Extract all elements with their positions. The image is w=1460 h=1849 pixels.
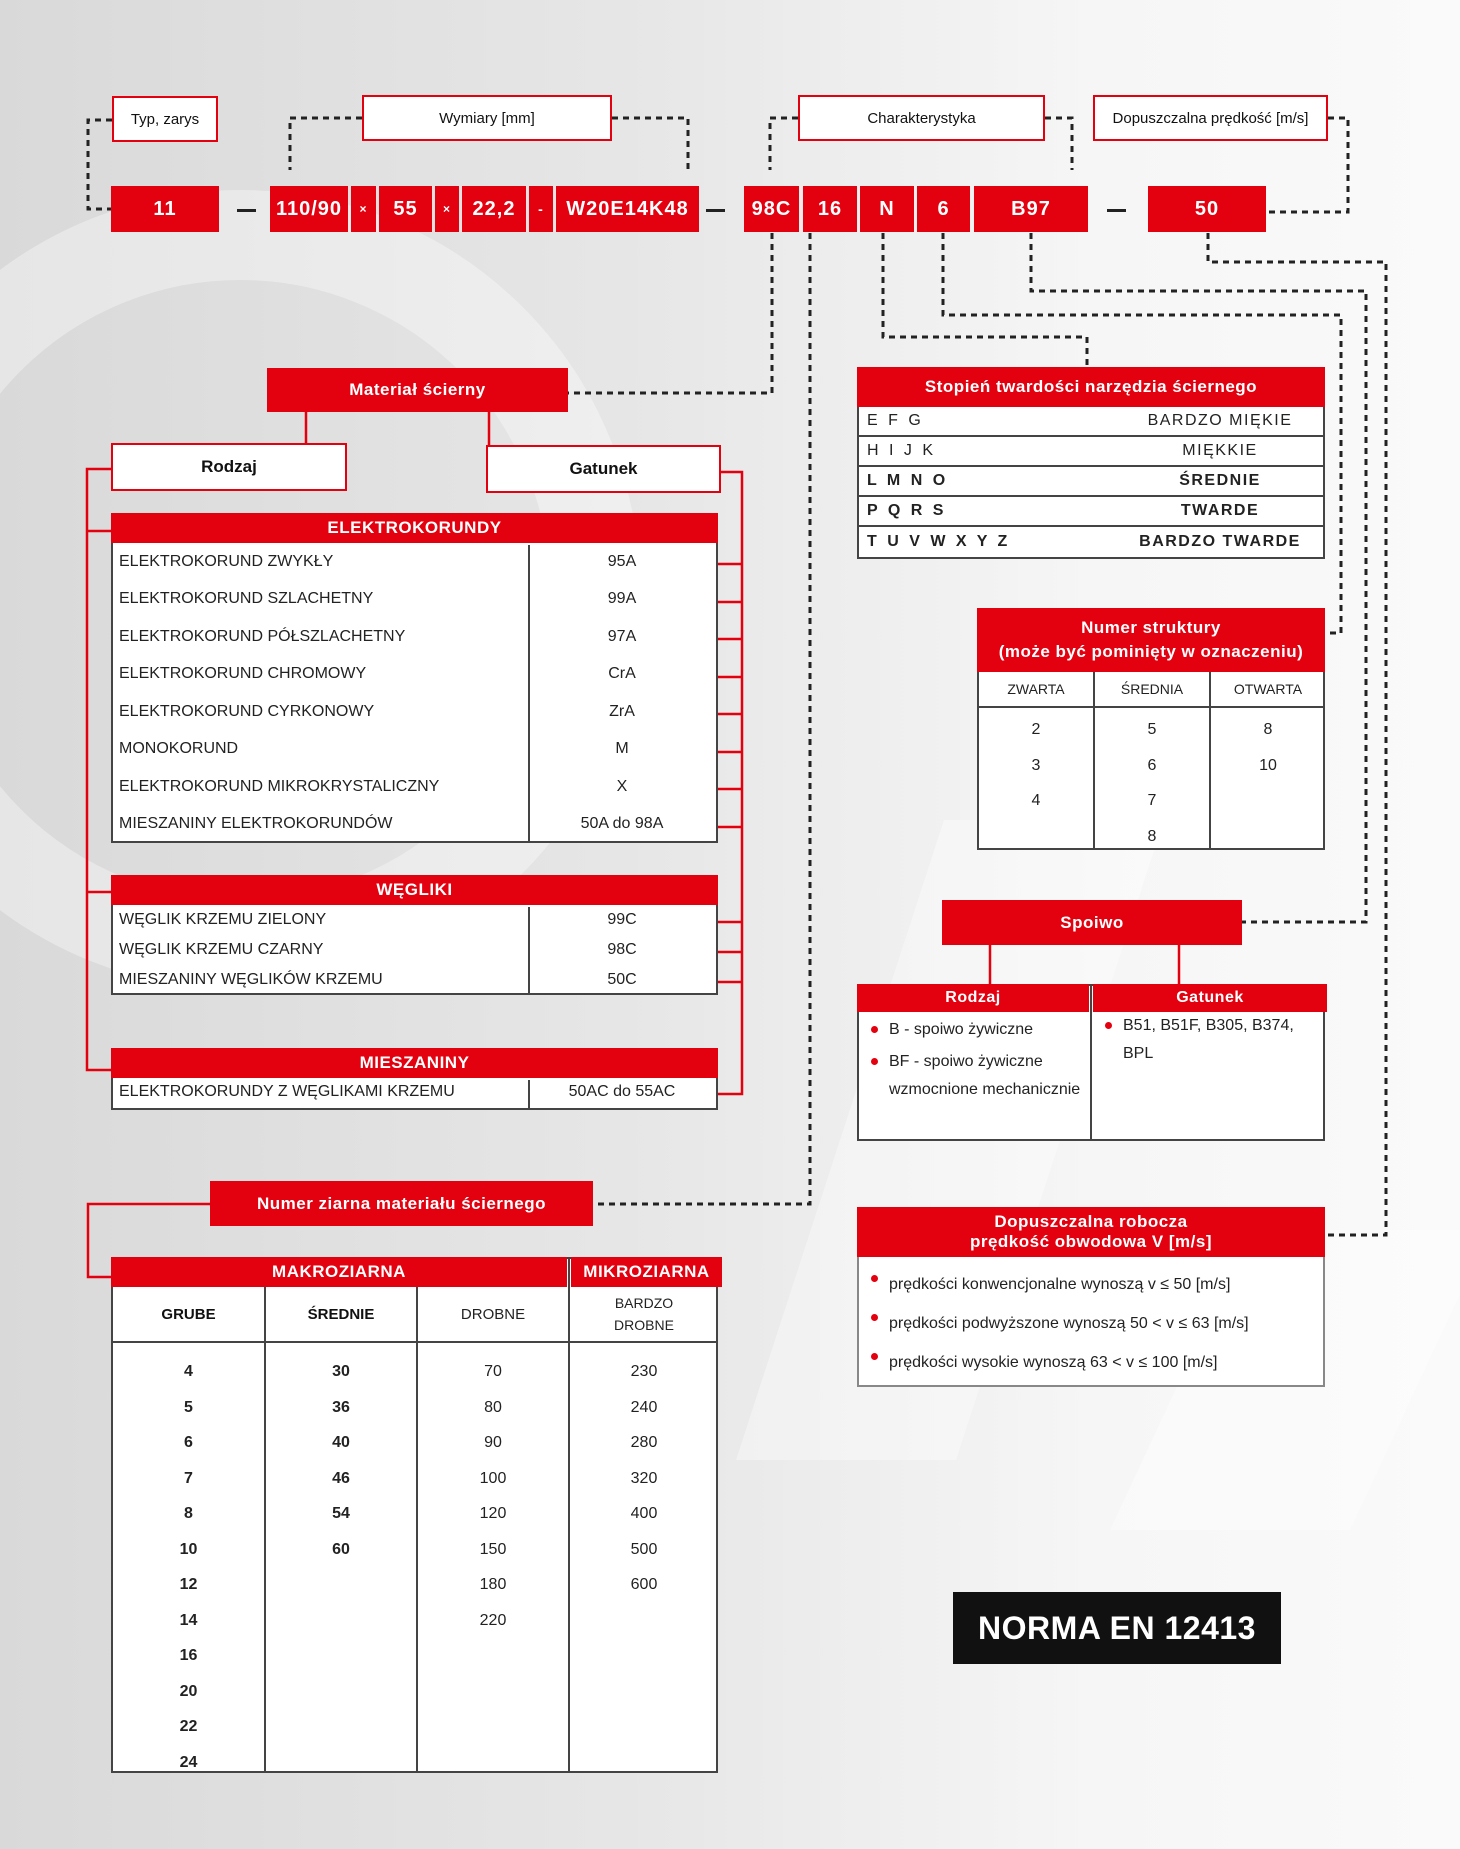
grain-col-drobne: [418, 1354, 568, 1638]
grain-col-srednie: [266, 1354, 416, 1567]
label-type-text: Typ, zarys: [130, 110, 200, 128]
table-row: [113, 806, 716, 844]
label-type: [112, 96, 218, 142]
structure-value: 10: [1259, 756, 1277, 774]
row-name: ELEKTROKORUND CYRKONOWY: [119, 702, 375, 720]
bond-kind-label: Rodzaj: [857, 984, 1089, 1012]
structure-title: Numer struktury: [1081, 618, 1221, 638]
code-hardness: N: [860, 186, 914, 232]
table-row: [113, 1078, 716, 1106]
bond-grade-label: Gatunek: [1093, 984, 1327, 1012]
label-dimensions: [362, 95, 612, 141]
row-name: ELEKTROKORUND CHROMOWY: [119, 665, 367, 683]
code-bond: B97: [974, 186, 1088, 232]
table-row: [113, 656, 716, 694]
code-wdim: W20E14K48: [556, 186, 699, 232]
code-speed: 50: [1148, 186, 1266, 232]
hardness-label: BARDZO TWARDE: [1139, 533, 1301, 550]
structure-col-header: ŚREDNIA: [1120, 681, 1184, 697]
row-name: ELEKTROKORUND ZWYKŁY: [119, 552, 334, 570]
grain-value: 320: [630, 1469, 658, 1487]
grain-value: 14: [179, 1611, 198, 1629]
grain-col-grube: [113, 1354, 264, 1780]
norm-badge: NORMA EN 12413: [953, 1592, 1281, 1664]
grain-col-header: DROBNE: [460, 1305, 526, 1323]
row-code: X: [616, 777, 628, 795]
bond-kind-item: BF - spoiwo żywiczne wzmocnione mechanicznie: [859, 1048, 1085, 1104]
hardness-letters: P Q R S: [867, 502, 947, 519]
group-elektrokorundy: [111, 513, 718, 843]
structure-value: 8: [1147, 827, 1157, 845]
speed-title: Dopuszczalna robocza: [994, 1211, 1188, 1231]
speed-items: [859, 1257, 1323, 1382]
code-grain: 16: [803, 186, 857, 232]
grain-value: 20: [179, 1682, 198, 1700]
structure-value: 3: [1031, 756, 1041, 774]
speed-item: prędkości podwyższone wynoszą 50 < v ≤ 63 [m/s]: [859, 1304, 1323, 1343]
speed-item: prędkości konwencjonalne wynoszą v ≤ 50 [m/s]: [859, 1265, 1323, 1304]
bond-table: [857, 984, 1325, 1141]
grain-col-header-line: BARDZO: [614, 1294, 674, 1311]
grain-value: 22: [179, 1718, 198, 1735]
abrasive-kind-label: Rodzaj: [111, 443, 347, 491]
code-times: ×: [351, 186, 376, 232]
code-bore: 22,2: [462, 186, 526, 232]
bond-kind-item: B - spoiwo żywiczne: [859, 1016, 1085, 1044]
header-divider: [113, 1341, 716, 1343]
row-code: 50A do 98A: [580, 815, 664, 833]
table-row: [113, 618, 716, 656]
grain-value: 500: [630, 1540, 658, 1558]
speed-item: prędkości wysokie wynoszą 63 < v ≤ 100 [m/s]: [859, 1343, 1323, 1382]
grain-value: 240: [630, 1398, 658, 1416]
grain-value: 6: [184, 1434, 193, 1451]
hardness-row: [859, 437, 1323, 467]
grain-value: 16: [179, 1647, 198, 1664]
grain-value: 80: [484, 1398, 502, 1416]
column-divider: [528, 1080, 530, 1108]
code-hyphen: -: [529, 186, 553, 232]
table-row: [113, 581, 716, 619]
grain-value: 7: [184, 1469, 193, 1487]
row-name: ELEKTROKORUND PÓŁSZLACHETNY: [119, 627, 406, 645]
code-thickness: 55: [379, 186, 432, 232]
row-name: WĘGLIK KRZEMU ZIELONY: [119, 911, 327, 928]
code-times: ×: [435, 186, 459, 232]
row-code: CrA: [608, 665, 636, 683]
grain-value: 120: [479, 1505, 507, 1522]
grain-value: 4: [184, 1363, 193, 1380]
row-code: 50C: [607, 971, 637, 988]
hardness-row: [859, 467, 1323, 497]
row-name: MIESZANINY WĘGLIKÓW KRZEMU: [119, 971, 383, 988]
grain-value: 220: [479, 1611, 507, 1629]
structure-table: [977, 608, 1325, 850]
hardness-row: [859, 497, 1323, 527]
group-title: ELEKTROKORUNDY: [111, 513, 718, 543]
table-row: [113, 693, 716, 731]
structure-col: [1211, 712, 1325, 783]
grain-table: [111, 1257, 718, 1773]
hardness-label: MIĘKKIE: [1182, 442, 1258, 459]
hardness-label: ŚREDNIE: [1179, 472, 1261, 489]
row-name: MONOKORUND: [119, 740, 239, 758]
grain-value: 150: [479, 1540, 507, 1558]
grain-value: 12: [179, 1576, 198, 1593]
structure-col: [979, 712, 1093, 819]
label-characteristic-text: Charakterystyka: [867, 109, 976, 127]
hardness-letters: L M N O: [867, 472, 949, 489]
hardness-row: [859, 407, 1323, 437]
grain-col-header: [570, 1287, 718, 1341]
structure-col-header: ZWARTA: [1007, 681, 1065, 697]
speed-header: [857, 1207, 1325, 1257]
hardness-letters: T U V W X Y Z: [867, 533, 1011, 550]
bond-grade-item: B51, B51F, B305, B374, BPL: [1093, 1012, 1319, 1068]
abrasive-grade-label: Gatunek: [486, 445, 721, 493]
table-row: [113, 935, 716, 965]
row-name: WĘGLIK KRZEMU CZARNY: [119, 941, 324, 958]
row-code: 97A: [607, 627, 637, 645]
code-type: 11: [111, 186, 219, 232]
column-divider: [1090, 986, 1092, 1139]
structure-value: 8: [1263, 721, 1273, 738]
abrasive-title: Materiał ścierny: [267, 368, 568, 412]
group-title: MIESZANINY: [111, 1048, 718, 1078]
structure-value: 2: [1031, 721, 1041, 738]
grain-value: 24: [179, 1753, 198, 1771]
table-row: [113, 965, 716, 995]
grain-value: 600: [630, 1576, 658, 1593]
hardness-table: [857, 367, 1325, 559]
structure-value: 6: [1147, 756, 1157, 774]
grain-value: 30: [332, 1363, 350, 1380]
grain-col-bardzo-drobne: [570, 1354, 718, 1603]
code-material: 98C: [744, 186, 799, 232]
grain-value: 100: [479, 1469, 507, 1487]
grain-value: 70: [484, 1363, 502, 1380]
row-name: ELEKTROKORUNDY Z WĘGLIKAMI KRZEMU: [119, 1083, 455, 1100]
row-name: ELEKTROKORUND MIKROKRYSTALICZNY: [119, 777, 440, 795]
row-code: 98C: [607, 941, 637, 958]
grain-value: 90: [484, 1434, 502, 1451]
hardness-label: TWARDE: [1180, 502, 1260, 519]
grain-value: 10: [179, 1540, 198, 1558]
hardness-letters: H I J K: [867, 442, 937, 459]
code-structure: 6: [917, 186, 970, 232]
grain-macro-header: MAKROZIARNA: [111, 1257, 567, 1287]
row-code: M: [615, 740, 629, 758]
grain-col-header: GRUBE: [161, 1305, 216, 1323]
row-code: 99C: [607, 911, 637, 928]
bond-kinds: [859, 1016, 1085, 1104]
grain-value: 5: [184, 1398, 193, 1416]
row-code: 95A: [607, 552, 637, 570]
table-row: [113, 731, 716, 769]
hardness-title: Stopień twardości narzędzia ściernego: [857, 367, 1325, 407]
column-divider: [528, 907, 530, 993]
grain-value: 54: [332, 1505, 350, 1522]
row-name: ELEKTROKORUND SZLACHETNY: [119, 590, 374, 608]
code-dash: [237, 209, 256, 212]
code-dash: [706, 209, 725, 212]
grain-col-header-line: DROBNE: [614, 1317, 674, 1333]
structure-col: [1095, 712, 1209, 854]
structure-header: [977, 608, 1325, 672]
column-divider: [528, 545, 530, 841]
code-dash: [1107, 209, 1126, 212]
table-row: [113, 768, 716, 806]
row-name: MIESZANINY ELEKTROKORUNDÓW: [119, 815, 393, 833]
group-title: WĘGLIKI: [111, 875, 718, 905]
label-speed: [1093, 95, 1328, 141]
grain-title: Numer ziarna materiału ściernego: [210, 1181, 593, 1226]
label-dimensions-text: Wymiary [mm]: [439, 109, 535, 127]
hardness-letters: E F G: [867, 412, 924, 429]
group-rows: [113, 543, 716, 843]
code-outer: 110/90: [270, 186, 348, 232]
structure-value: 4: [1031, 792, 1041, 809]
bond-title: Spoiwo: [942, 900, 1242, 945]
hardness-label: BARDZO MIĘKIE: [1147, 412, 1293, 429]
grain-value: 46: [332, 1469, 350, 1487]
header-divider: [979, 706, 1323, 708]
table-row: [113, 543, 716, 581]
grain-value: 60: [332, 1540, 350, 1558]
row-code: 99A: [607, 590, 637, 608]
structure-value: 7: [1147, 792, 1157, 809]
grain-col-header: ŚREDNIE: [307, 1305, 375, 1323]
speed-table: [857, 1207, 1325, 1387]
group-mieszaniny: [111, 1048, 718, 1110]
group-wegliki: [111, 875, 718, 995]
grain-micro-header: MIKROZIARNA: [571, 1257, 722, 1287]
grain-value: 400: [630, 1505, 658, 1522]
grain-value: 40: [332, 1434, 350, 1451]
grain-value: 280: [630, 1434, 658, 1451]
grain-value: 180: [479, 1576, 507, 1593]
label-characteristic: [798, 95, 1045, 141]
speed-title2: prędkość obwodowa V [m/s]: [969, 1232, 1213, 1251]
row-code: ZrA: [609, 702, 635, 720]
grain-value: 230: [630, 1363, 658, 1380]
label-speed-text: Dopuszczalna prędkość [m/s]: [1112, 109, 1309, 127]
bond-grades: [1093, 1012, 1319, 1068]
structure-col-header: OTWARTA: [1233, 681, 1303, 697]
row-code: 50AC do 55AC: [568, 1083, 676, 1100]
grain-value: 36: [332, 1398, 350, 1416]
hardness-row: [859, 527, 1323, 557]
structure-value: 5: [1147, 721, 1157, 738]
table-row: [113, 905, 716, 935]
structure-subtitle: (może być pominięty w oznaczeniu): [998, 642, 1304, 661]
grain-value: 8: [184, 1505, 193, 1522]
